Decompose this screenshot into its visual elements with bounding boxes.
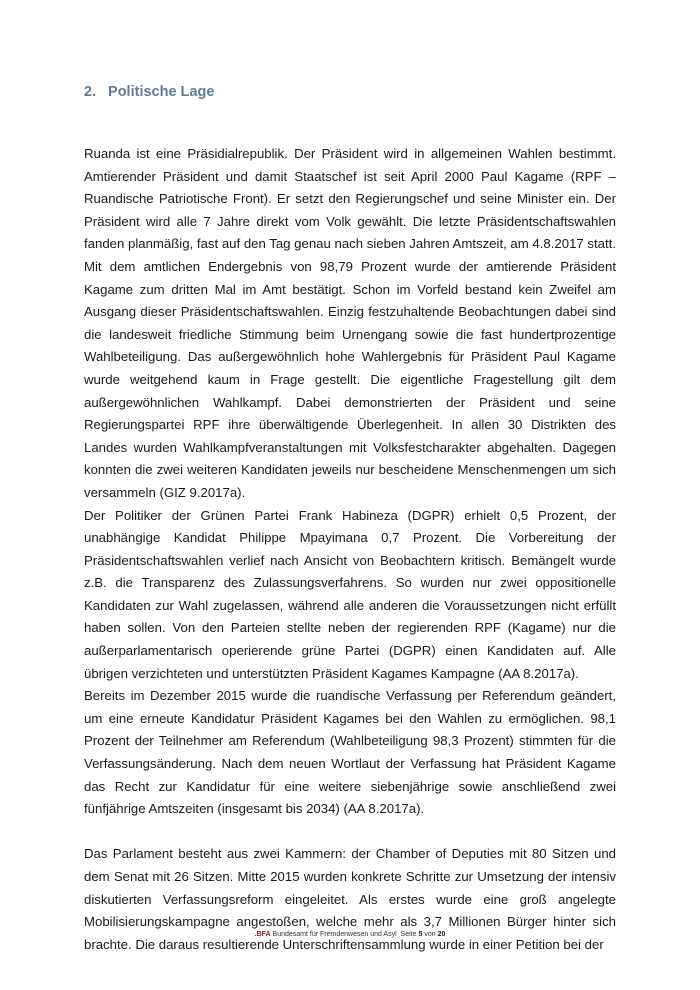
footer-page-total: 20: [437, 931, 446, 938]
footer-page-current: 5: [418, 931, 423, 938]
section-title: Politische Lage: [108, 84, 215, 100]
paragraph-election-2017: Ruanda ist eine Präsidialrepublik. Der Präsident wird in allgemeinen Wahlen bestimmt. Amtierender Präsident und damit Staatschef ist seit April 2000 Paul Kagame (RPF – Ruandische Patriotische Front). Er setzt den Regierungschef und seine Minister ein. Der Präsident wird alle 7 Jahre direkt vom Volk gewählt. Die letzte Präsidentschaftswahlen fanden planmäßig, fast auf den Tag genau nach sieben Jahren Amtszeit, am 4.8.2017 statt. Mit dem amtlichen Endergebnis von 98,79 Prozent wurde der amtierende Präsident Kagame zum dritten Mal im Amt bestätigt. Schon im Vorfeld bestand kein Zweifel am Ausgang dieser Präsidentschaftswahlen. Einzig festzuhaltende Beobachtungen dabei sind die landesweit friedliche Stimmung beim Urnengang sowie die fast hundertprozentige Wahlbeteiligung. Das außergewöhnlich hohe Wahlergebnis für Präsident Paul Kagame wurde weitgehend kaum in Frage gestellt. Die eigentliche Fragestellung gilt dem außergewöhnlichen Wahlkampf. Dabei demonstrierten der Präsident und seine Regierungspartei RPF ihre überwältigende Überlegenheit. In allen 30 Distrikten des Landes wurden Wahlkampfveranstaltungen mit Volksfestcharakter abgehalten. Dagegen konnten die zwei weiteren Kandidaten jeweils nur bescheidene Menschenmengen um sich versammeln (GIZ 9.2017a).: [84, 146, 616, 500]
section-number: 2.: [84, 84, 97, 100]
paragraph-other-candidates: Der Politiker der Grünen Partei Frank Habineza (DGPR) erhielt 0,5 Prozent, der unabhängige Kandidat Philippe Mpayimana 0,7 Prozent. Die Vorbereitung der Präsidentschaftswahlen verlief nach Ansicht von Beobachtern kritisch. Bemängelt wurde z.B. die Transparenz des Zulassungsverfahrens. So wurden nur zwei oppositionelle Kandidaten zur Wahl zugelassen, während alle anderen die Voraussetzungen nicht erfüllt haben sollen. Von den Parteien stellte neben der regierenden RPF (Kagame) nur die außerparlamentarisch operierende grüne Partei (DGPR) einen Kandidaten auf. Alle übrigen verzichteten und unterstützten Präsident Kagames Kampagne (AA 8.2017a).: [84, 507, 616, 681]
section-body: [84, 143, 616, 956]
footer-page-sep: von: [424, 931, 436, 938]
section-heading: [84, 84, 214, 100]
paragraph-parliament: Das Parlament besteht aus zwei Kammern: der Chamber of Deputies mit 80 Sitzen und dem Senat mit 26 Sitzen. Mitte 2015 wurden konkrete Schritte zur Umsetzung der intensiv diskutierten Verfassungsreform eingeleitet. Als erstes wurde eine groß angelegte Mobilisierungskampagne angestoßen, welche mehr als 3,7 Millionen Bürger hinter sich brachte. Die daraus resultierende Unterschriftensammlung wurde in einer Petition bei der: [84, 846, 616, 952]
bfa-logo-text: .BFA: [254, 931, 271, 938]
page-footer: [0, 931, 700, 938]
paragraph-constitution-referendum: Bereits im Dezember 2015 wurde die ruandische Verfassung per Referendum geändert, um eine erneute Kandidatur Präsident Kagames bei den Wahlen zu ermöglichen. 98,1 Prozent der Teilnehmer am Referendum (Wahlbeteiligung 98,3 Prozent) stimmten für die Verfassungsänderung. Nach dem neuen Wortlaut der Verfassung hat Präsident Kagame das Recht zur Kandidatur für eine weitere siebenjährige sowie anschließend zwei fünfjährige Amtszeiten (insgesamt bis 2034) (AA 8.2017a).: [84, 688, 616, 817]
footer-organization: Bundesamt für Fremdenwesen und Asyl: [272, 931, 397, 938]
footer-page-label: Seite: [400, 931, 417, 938]
